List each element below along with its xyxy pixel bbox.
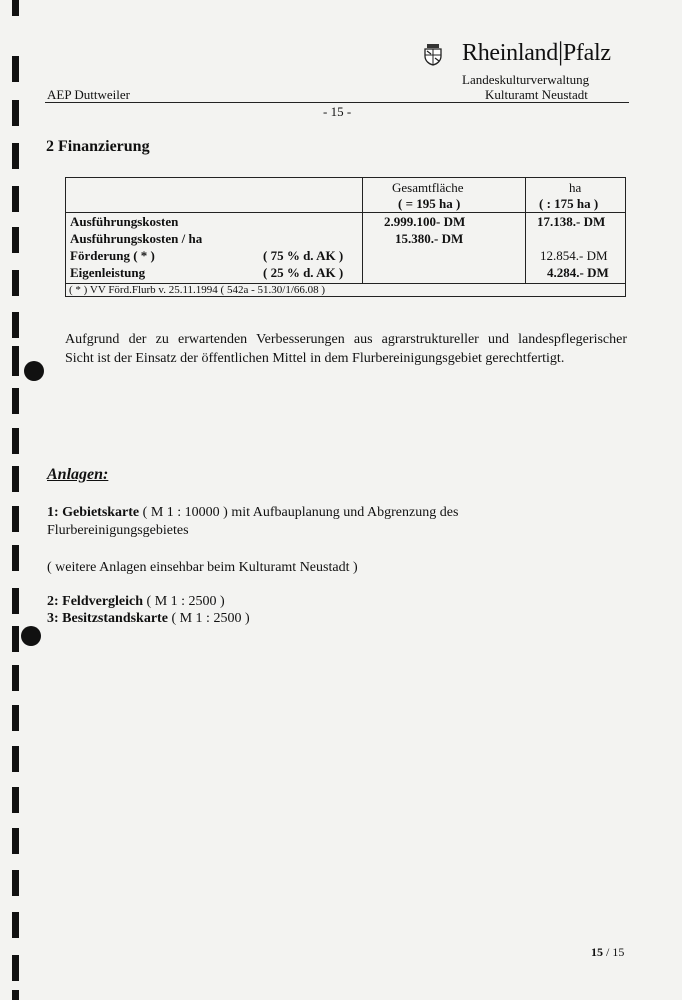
table-footnote: ( * ) VV Förd.Flurb v. 25.11.1994 ( 542a - 51.30/1/66.08 )	[69, 284, 326, 296]
punch-mark	[12, 0, 19, 16]
punch-mark	[12, 746, 19, 772]
punch-mark	[12, 388, 19, 414]
total-area-header-ha: ( = 195 ha )	[398, 196, 461, 211]
punch-mark	[12, 870, 19, 896]
punch-mark	[12, 466, 19, 492]
punch-mark	[12, 626, 19, 652]
punch-hole	[24, 361, 44, 381]
punch-mark	[12, 100, 19, 126]
punch-hole	[21, 626, 41, 646]
punch-mark	[12, 186, 19, 212]
total-area-header: Gesamtfläche	[392, 180, 464, 195]
page-number: - 15 -	[323, 104, 352, 119]
row-per-ha: 4.284.- DM	[547, 265, 609, 280]
office-name: Kulturamt Neustadt	[485, 87, 588, 102]
brand-logo-text: Rheinland|Pfalz	[462, 37, 611, 66]
row-total: 2.999.100- DM	[384, 214, 466, 229]
row-label: Eigenleistung	[70, 265, 146, 280]
punch-mark	[12, 545, 19, 571]
punch-mark	[12, 665, 19, 691]
punch-mark	[12, 990, 19, 1000]
attachments-note: ( weitere Anlagen einsehbar beim Kulturamt Neustadt )	[47, 560, 358, 575]
paragraph-line: Sicht ist der Einsatz der öffentlichen Mittel in dem Flurbereinigungsgebiet gerechtfertigt.	[65, 351, 565, 366]
table-divider	[525, 178, 526, 283]
section-title: 2 Finanzierung	[46, 138, 150, 155]
attachment-item-1: 1: Gebietskarte ( M 1 : 10000 ) mit Aufbauplanung und Abgrenzung des	[47, 505, 459, 520]
punch-mark	[12, 828, 19, 854]
administration-name: Landeskulturverwaltung	[462, 72, 590, 87]
finance-table	[65, 177, 626, 297]
row-total: 15.380.- DM	[395, 231, 464, 246]
attachment-item-2: 2: Feldvergleich ( M 1 : 2500 )	[47, 594, 225, 609]
punch-mark	[12, 56, 19, 82]
row-note: ( 75 % d. AK )	[263, 248, 344, 263]
punch-mark	[12, 227, 19, 253]
punch-mark	[12, 270, 19, 296]
punch-mark	[12, 705, 19, 731]
attachment-item-3: 3: Besitzstandskarte ( M 1 : 2500 )	[47, 611, 250, 626]
punch-mark	[12, 588, 19, 614]
row-label: Förderung ( * )	[70, 248, 155, 263]
table-divider	[66, 212, 625, 213]
attachments-heading: Anlagen:	[47, 466, 109, 483]
punch-mark	[12, 312, 19, 338]
punch-mark	[12, 506, 19, 532]
row-label: Ausführungskosten / ha	[70, 231, 203, 246]
row-per-ha: 17.138.- DM	[537, 214, 606, 229]
paragraph-line: Aufgrund der zu erwartenden Verbesserungen aus agrarstruktureller und landespflegerischer	[65, 332, 627, 347]
per-ha-header-ha: ( : 175 ha )	[539, 196, 599, 211]
table-divider	[362, 178, 363, 283]
punch-mark	[12, 346, 19, 376]
punch-mark	[12, 428, 19, 454]
punch-mark	[12, 955, 19, 981]
coat-of-arms-icon	[424, 44, 442, 66]
row-label: Ausführungskosten	[70, 214, 179, 229]
attachment-item-1-continued: Flurbereinigungsgebietes	[47, 523, 189, 538]
punch-mark	[12, 912, 19, 938]
justification-paragraph	[65, 330, 627, 368]
row-per-ha: 12.854.- DM	[540, 248, 608, 263]
header-divider	[45, 102, 629, 103]
row-note: ( 25 % d. AK )	[263, 265, 344, 280]
punch-mark	[12, 143, 19, 169]
per-ha-header: ha	[569, 180, 582, 195]
page-counter: 15 / 15	[591, 945, 625, 959]
project-name: AEP Duttweiler	[47, 87, 130, 102]
punch-mark	[12, 787, 19, 813]
